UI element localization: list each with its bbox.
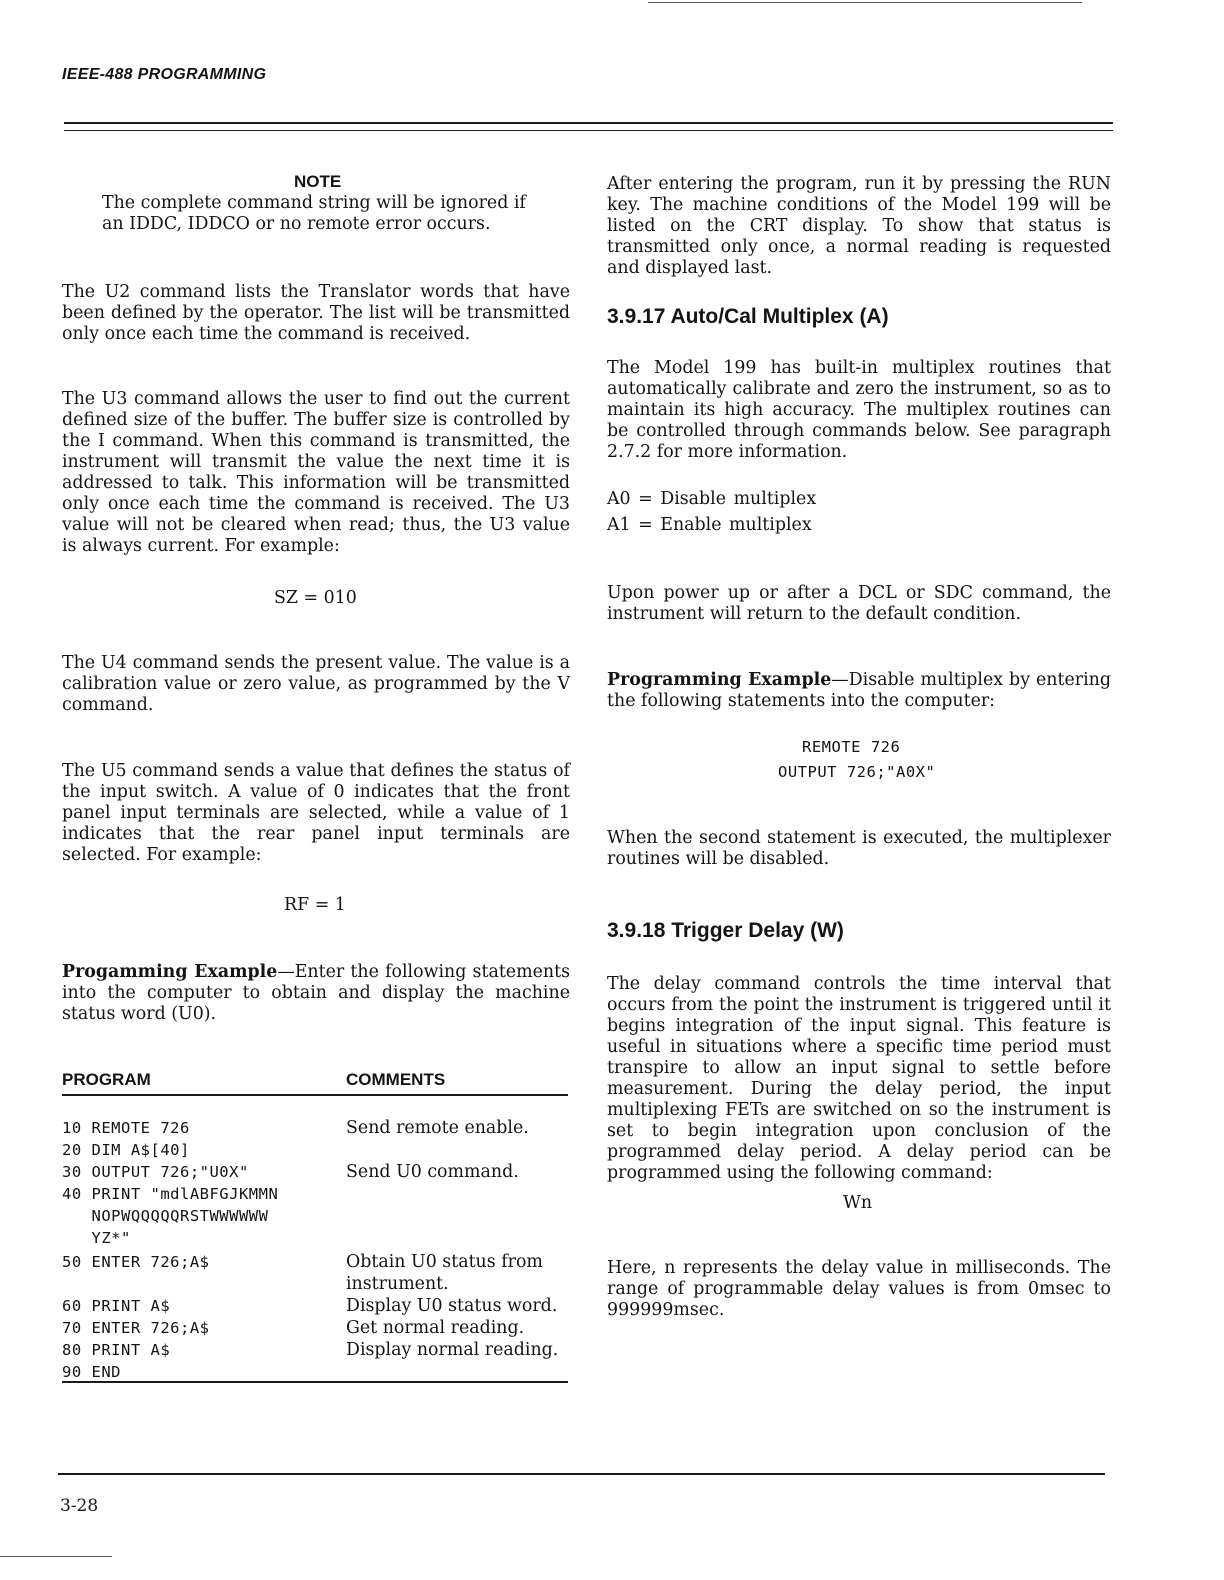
table-row xyxy=(62,1206,568,1228)
table-row xyxy=(62,1318,568,1340)
multiplex-example-paragraph xyxy=(607,670,1111,712)
table-row xyxy=(62,1228,568,1252)
program-line: 70 ENTER 726;A$ xyxy=(62,1319,210,1337)
note-title: NOTE xyxy=(294,172,342,191)
program-example-paragraph xyxy=(62,962,570,1025)
multiplex-example-label: Programming Example xyxy=(607,670,832,690)
section-3918-title: 3.9.18 Trigger Delay (W) xyxy=(607,919,844,942)
note-line-2: an IDDC, IDDCO or no remote error occurs. xyxy=(102,214,491,234)
intro-paragraph: After entering the program, run it by pressing the RUN key. The machine conditions of the Model 199 will be listed on the CRT display. To show that status is transmitted only once, a normal reading is requested and displayed last. xyxy=(607,174,1111,278)
delay-command: Wn xyxy=(843,1193,873,1213)
u4-paragraph: The U4 command sends the present value. The value is a calibration value or zero value, as programmed by the V command. xyxy=(62,653,570,715)
program-line: 20 DIM A$[40] xyxy=(62,1141,190,1159)
u5-example: RF = 1 xyxy=(284,895,346,915)
program-comment: Display normal reading. xyxy=(346,1340,559,1360)
program-line: 10 REMOTE 726 xyxy=(62,1119,190,1137)
program-table-bottom-rule xyxy=(62,1381,568,1383)
delay-range-paragraph: Here, n represents the delay value in milliseconds. The range of programmable delay values is from 0msec to 999999msec. xyxy=(607,1258,1111,1320)
table-row xyxy=(62,1184,568,1206)
table-row xyxy=(62,1340,568,1362)
program-column-header: PROGRAM xyxy=(62,1070,151,1089)
table-row xyxy=(62,1274,568,1296)
u5-paragraph: The U5 command sends a value that defines the status of the input switch. A value of 0 indicates that the front panel input terminals are selected, while a value of 1 indicates that the rear panel input terminals are selected. For example: xyxy=(62,761,570,865)
note-line-1: The complete command string will be ignored if xyxy=(102,193,526,213)
table-row xyxy=(62,1162,568,1184)
program-table-rows xyxy=(62,1118,568,1384)
program-line: YZ*" xyxy=(62,1229,131,1247)
program-comment: instrument. xyxy=(346,1274,449,1294)
section-3918-paragraph: The delay command controls the time interval that occurs from the point the instrument is triggered until it begins integration of the input signal. This feature is useful in situations where a specific time period must transpire to allow an input signal to settle before measurement. During the delay period, the input multiplexing FETs are switched on so the instrument is set to begin integration upon conclusion of the programmed delay period. A delay period can be programmed using the following command: xyxy=(607,974,1111,1183)
page-number: 3-28 xyxy=(60,1496,99,1516)
running-header-title: IEEE-488 PROGRAMMING xyxy=(62,66,267,83)
program-line: NOPWQQQQQRSTWWWWWW xyxy=(62,1207,269,1225)
u3-paragraph: The U3 command allows the user to find out the current defined size of the buffer. The buffer size is controlled by the I command. When this command is transmitted, the instrument will transmit the value the next time it is addressed to talk. This information will be transmitted only once each time the command is received. The U3 value will not be cleared when read; thus, the U3 value is always current. For example: xyxy=(62,389,570,556)
program-table-top-rule xyxy=(62,1094,568,1096)
program-example-text: —Enter the following statements into the computer to obtain and display the machine status word (U0). xyxy=(62,962,570,1024)
program-comment: Send U0 command. xyxy=(346,1162,519,1182)
multiplex-after-paragraph: When the second statement is executed, the multiplexer routines will be disabled. xyxy=(607,828,1111,869)
section-3917-paragraph: The Model 199 has built-in multiplex routines that automatically calibrate and zero the instrument, so as to maintain its high accuracy. The multiplex routines can be controlled through commands below. See paragraph 2.7.2 for more information. xyxy=(607,358,1111,462)
program-example-label: Progamming Example xyxy=(62,962,278,982)
program-line: 50 ENTER 726;A$ xyxy=(62,1253,210,1271)
footer-rule xyxy=(58,1473,1105,1475)
header-rule-thick xyxy=(64,122,1113,124)
u3-example: SZ = 010 xyxy=(274,588,357,608)
comments-column-header: COMMENTS xyxy=(346,1070,446,1089)
program-line: 80 PRINT A$ xyxy=(62,1341,171,1359)
multiplex-option-a1: A1 = Enable multiplex xyxy=(607,515,812,535)
table-row xyxy=(62,1252,568,1274)
table-row xyxy=(62,1140,568,1162)
header-rule-thin xyxy=(64,130,1113,131)
program-line: 60 PRINT A$ xyxy=(62,1297,171,1315)
bottom-edge-rule xyxy=(0,1556,112,1557)
multiplex-example-text: —Disable multiplex by entering the following statements into the computer: xyxy=(607,670,1111,711)
u2-paragraph: The U2 command lists the Translator words that have been defined by the operator. The list will be transmitted only once each time the command is received. xyxy=(62,282,570,344)
program-line: 30 OUTPUT 726;"U0X" xyxy=(62,1163,249,1181)
top-edge-rule xyxy=(648,2,1082,3)
program-line: 90 END xyxy=(62,1363,121,1381)
multiplex-option-a0: A0 = Disable multiplex xyxy=(607,489,817,509)
multiplex-code-line-1: REMOTE 726 xyxy=(802,738,901,756)
program-line: 40 PRINT "mdlABFGJKMMN xyxy=(62,1185,279,1203)
table-row xyxy=(62,1296,568,1318)
program-comment: Send remote enable. xyxy=(346,1118,529,1138)
program-comment: Get normal reading. xyxy=(346,1318,525,1338)
program-comment: Obtain U0 status from xyxy=(346,1252,543,1272)
section-3917-title: 3.9.17 Auto/Cal Multiplex (A) xyxy=(607,305,889,328)
program-comment: Display U0 status word. xyxy=(346,1296,558,1316)
multiplex-code-line-2: OUTPUT 726;"A0X" xyxy=(778,763,936,781)
power-up-paragraph: Upon power up or after a DCL or SDC command, the instrument will return to the default condition. xyxy=(607,583,1111,624)
table-row xyxy=(62,1118,568,1140)
